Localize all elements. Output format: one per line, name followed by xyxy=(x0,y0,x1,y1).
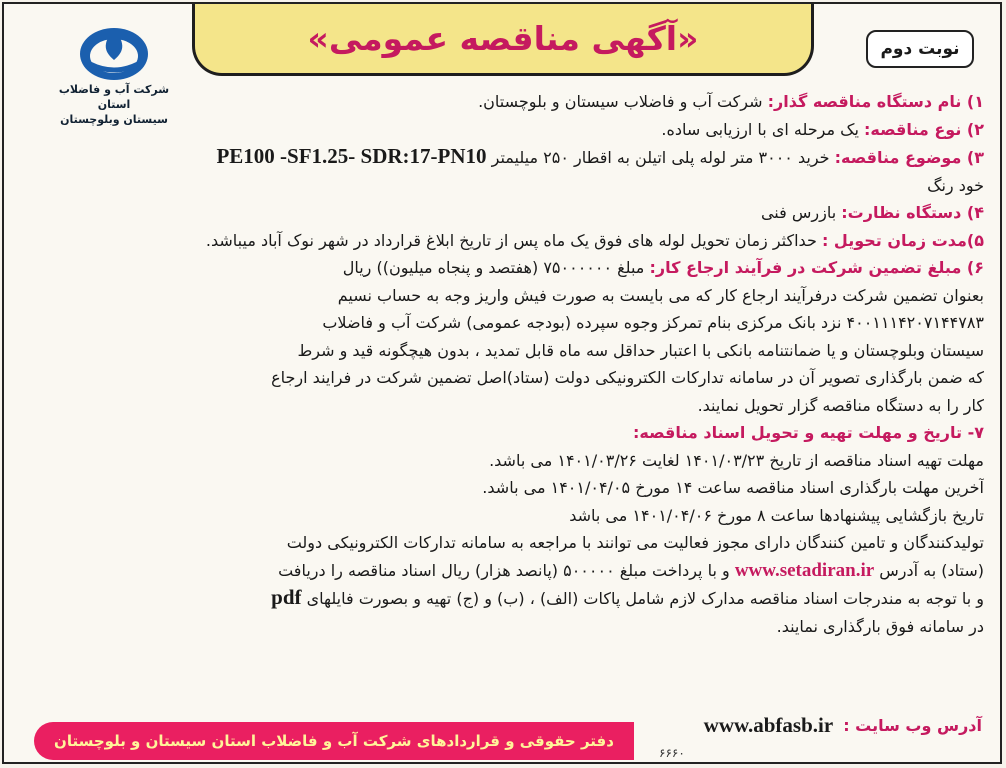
footnote-number: ۶۶۶۰ xyxy=(659,746,685,760)
pdf-label: pdf xyxy=(271,585,302,609)
item-3-text: خرید ۳۰۰۰ متر لوله پلی اتیلن به اقطار ۲۵۰ میلیمتر xyxy=(491,148,830,167)
logo-caption-1: شرکت آب و فاضلاب استان xyxy=(58,83,170,111)
item-1-text: شرکت آب و فاضلاب سیستان و بلوچستان. xyxy=(478,92,763,111)
item-5-text: حداکثر زمان تحویل لوله های فوق یک ماه پس از تاریخ ابلاغ قرارداد در شهر نوک آباد میباشد. xyxy=(205,230,817,250)
para-line-3 xyxy=(18,584,984,613)
para-line-1: تولیدکنندگان و تامین کنندگان دارای مجوز فعالیت می توانند با مراجعه به سامانه تدارکات الکترونیکی دولت xyxy=(286,533,984,552)
item-7-line-2: آخرین مهلت بارگذاری اسناد مناقصه ساعت ۱۴ مورخ ۱۴۰۱/۰۴/۰۵ می باشد. xyxy=(482,478,984,497)
notice-frame xyxy=(2,2,1002,764)
item-6-line-2: بعنوان تضمین شرکت درفرآیند ارجاع کار که می بایست به صورت فیش واریز وجه به حساب نسیم xyxy=(337,285,984,305)
item-7 xyxy=(18,419,984,447)
website-row xyxy=(704,710,982,740)
round-badge: نوبت دوم xyxy=(866,30,974,68)
website-label: آدرس وب سایت : xyxy=(843,715,982,735)
notice-title: «آگهی مناقصه عمومی» xyxy=(307,19,699,58)
item-2-label: ۲) نوع مناقصه: xyxy=(864,119,984,139)
item-6 xyxy=(18,254,984,282)
item-6-line-3: ۴۰۰۱۱۱۴۲۰۷۱۴۴۷۸۳ نزد بانک مرکزی بنام تمرکز وجوه سپرده (بودجه عمومی) شرکت آب و فاضلاب xyxy=(322,313,984,332)
item-3-label: ۳) موضوع مناقصه: xyxy=(834,148,984,167)
item-6-line-5: که ضمن بارگذاری تصویر آن در سامانه تدارکات الکترونیکی دولت (ستاد)اصل تضمین شرکت در فرایند ارجاع xyxy=(271,368,984,387)
item-7-line-1: مهلت تهیه اسناد مناقصه از تاریخ ۱۴۰۱/۰۳/۲۳ لغایت ۱۴۰۱/۰۳/۲۶ می باشد. xyxy=(489,450,984,470)
item-4 xyxy=(18,199,984,227)
item-7-label: ۷- تاریخ و مهلت تهیه و تحویل اسناد مناقصه: xyxy=(633,423,984,442)
item-4-label: ۴) دستگاه نظارت: xyxy=(841,203,984,222)
para-line-3a: و با توجه به مندرجات اسناد مناقصه مدارک لازم شامل پاکات (الف) ، (ب) و (ج) تهیه و بصورت فایلهای xyxy=(306,589,984,608)
item-1 xyxy=(18,88,984,116)
water-drop-logo-icon xyxy=(72,18,156,82)
item-7-line-3: تاریخ بازگشایی پیشنهادها ساعت ۸ مورخ ۱۴۰۱/۰۴/۰۶ می باشد xyxy=(569,505,984,525)
item-2 xyxy=(18,116,984,144)
item-4-text: بازرس فنی xyxy=(760,203,837,222)
para-line-2b: و با پرداخت مبلغ ۵۰۰۰۰۰ (پانصد هزار) ریال اسناد مناقصه را دریافت xyxy=(278,560,730,580)
item-6-line-4: سیستان وبلوچستان و یا ضمانتنامه بانکی با اعتبار حداقل سه ماه قابل تمدید ، بدون هیچگونه قید و شرط xyxy=(297,340,984,360)
item-5-label: ۵)مدت زمان تحویل : xyxy=(821,230,984,250)
footer-banner: دفتر حقوقی و قراردادهای شرکت آب و فاضلاب استان سیستان و بلوچستان xyxy=(34,722,634,760)
para-line-4: در سامانه فوق بارگذاری نمایند. xyxy=(776,616,984,636)
item-6-line-6: کار را به دستگاه مناقصه گزار تحویل نمایند. xyxy=(697,395,984,415)
item-3 xyxy=(18,143,984,172)
item-3-cont: خود رنگ xyxy=(927,175,984,195)
para-line-2a: (ستاد) به آدرس xyxy=(879,560,984,580)
item-6-label: ۶) مبلغ تضمین شرکت در فرآیند ارجاع کار: xyxy=(649,258,984,277)
website-link[interactable]: www.abfasb.ir xyxy=(703,712,834,737)
item-2-text: یک مرحله ای با ارزیابی ساده. xyxy=(661,119,859,139)
setadiran-link[interactable]: www.setadiran.ir xyxy=(734,559,875,581)
item-1-label: ۱) نام دستگاه مناقصه گذار: xyxy=(767,92,984,111)
notice-body xyxy=(18,88,984,640)
logo-caption-2: سیستان وبلوچستان xyxy=(60,113,168,126)
item-6-text: مبلغ ۷۵۰۰۰۰۰۰ (هفتصد و پنجاه میلیون)) ریال xyxy=(342,258,645,277)
pipe-spec: PE100 -SF1.25- SDR:17-PN10 xyxy=(216,144,487,168)
para-line-2 xyxy=(18,557,984,585)
item-5 xyxy=(18,227,984,255)
title-banner xyxy=(192,4,814,76)
